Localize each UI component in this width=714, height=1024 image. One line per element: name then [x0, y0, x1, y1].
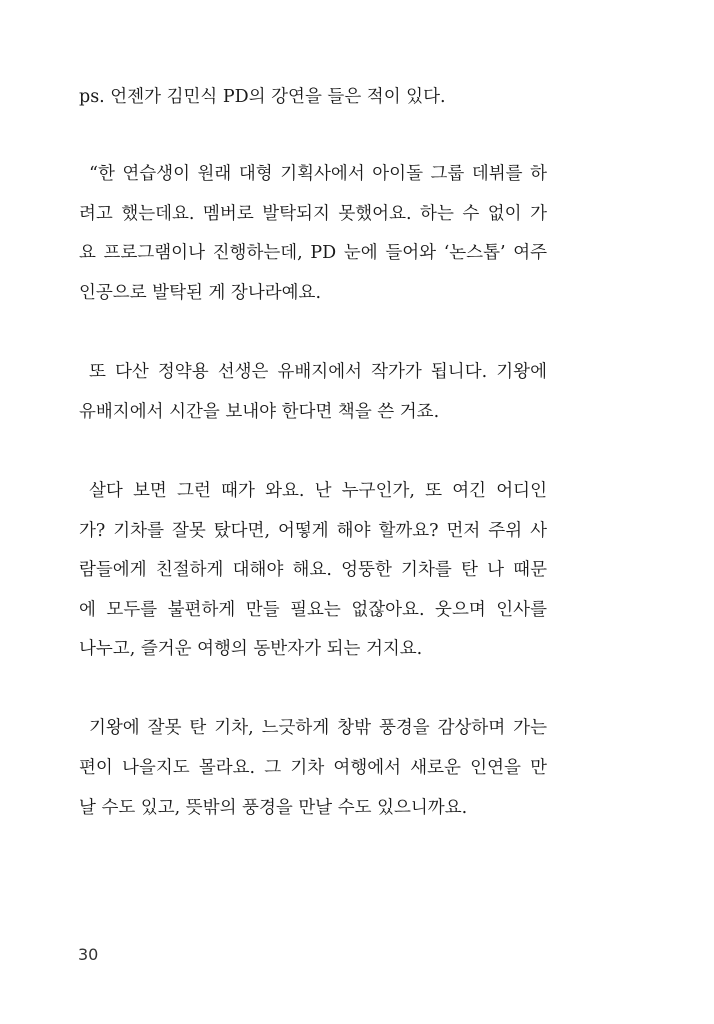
wrong-train-line-2: 가? 기차를 잘못 탔다면, 어떻게 해야 할까요? 먼저 주위 사	[79, 521, 547, 541]
yakyong-line-1: 또 다산 정약용 선생은 유배지에서 작가가 됩니다. 기왕에	[89, 362, 547, 382]
scenery-line-2: 편이 나을지도 몰라요. 그 기차 여행에서 새로운 인연을 만	[79, 758, 547, 778]
scenery-line-3: 날 수도 있고, 뜻밖의 풍경을 만날 수도 있으니까요.	[79, 798, 468, 818]
scenery-line-1: 기왕에 잘못 탄 기차, 느긋하게 창밖 풍경을 감상하며 가는	[89, 718, 547, 738]
wrong-train-line-5: 나누고, 즐거운 여행의 동반자가 되는 거지요.	[79, 639, 423, 659]
wrong-train-line-3: 람들에게 친절하게 대해야 해요. 엉뚱한 기차를 탄 나 때문	[79, 560, 547, 580]
ps-note-line: ps. 언젠가 김민식 PD의 강연을 들은 적이 있다.	[79, 87, 446, 107]
wrong-train-line-4: 에 모두를 불편하게 만들 필요는 없잖아요. 웃으며 인사를	[79, 600, 547, 620]
quote-line-2: 려고 했는데요. 멤버로 발탁되지 못했어요. 하는 수 없이 가	[79, 204, 547, 224]
quote-line-1: “한 연습생이 원래 대형 기획사에서 아이돌 그룹 데뷔를 하	[89, 164, 547, 184]
wrong-train-line-1: 살다 보면 그런 때가 와요. 난 누구인가, 또 여긴 어디인	[89, 481, 547, 501]
yakyong-line-2: 유배지에서 시간을 보내야 한다면 책을 쓴 거죠.	[79, 402, 440, 422]
quote-line-3: 요 프로그램이나 진행하는데, PD 눈에 들어와 ‘논스톱’ 여주	[79, 243, 547, 263]
quote-line-4: 인공으로 발탁된 게 장나라예요.	[79, 283, 322, 303]
page-number: 30	[78, 945, 99, 964]
